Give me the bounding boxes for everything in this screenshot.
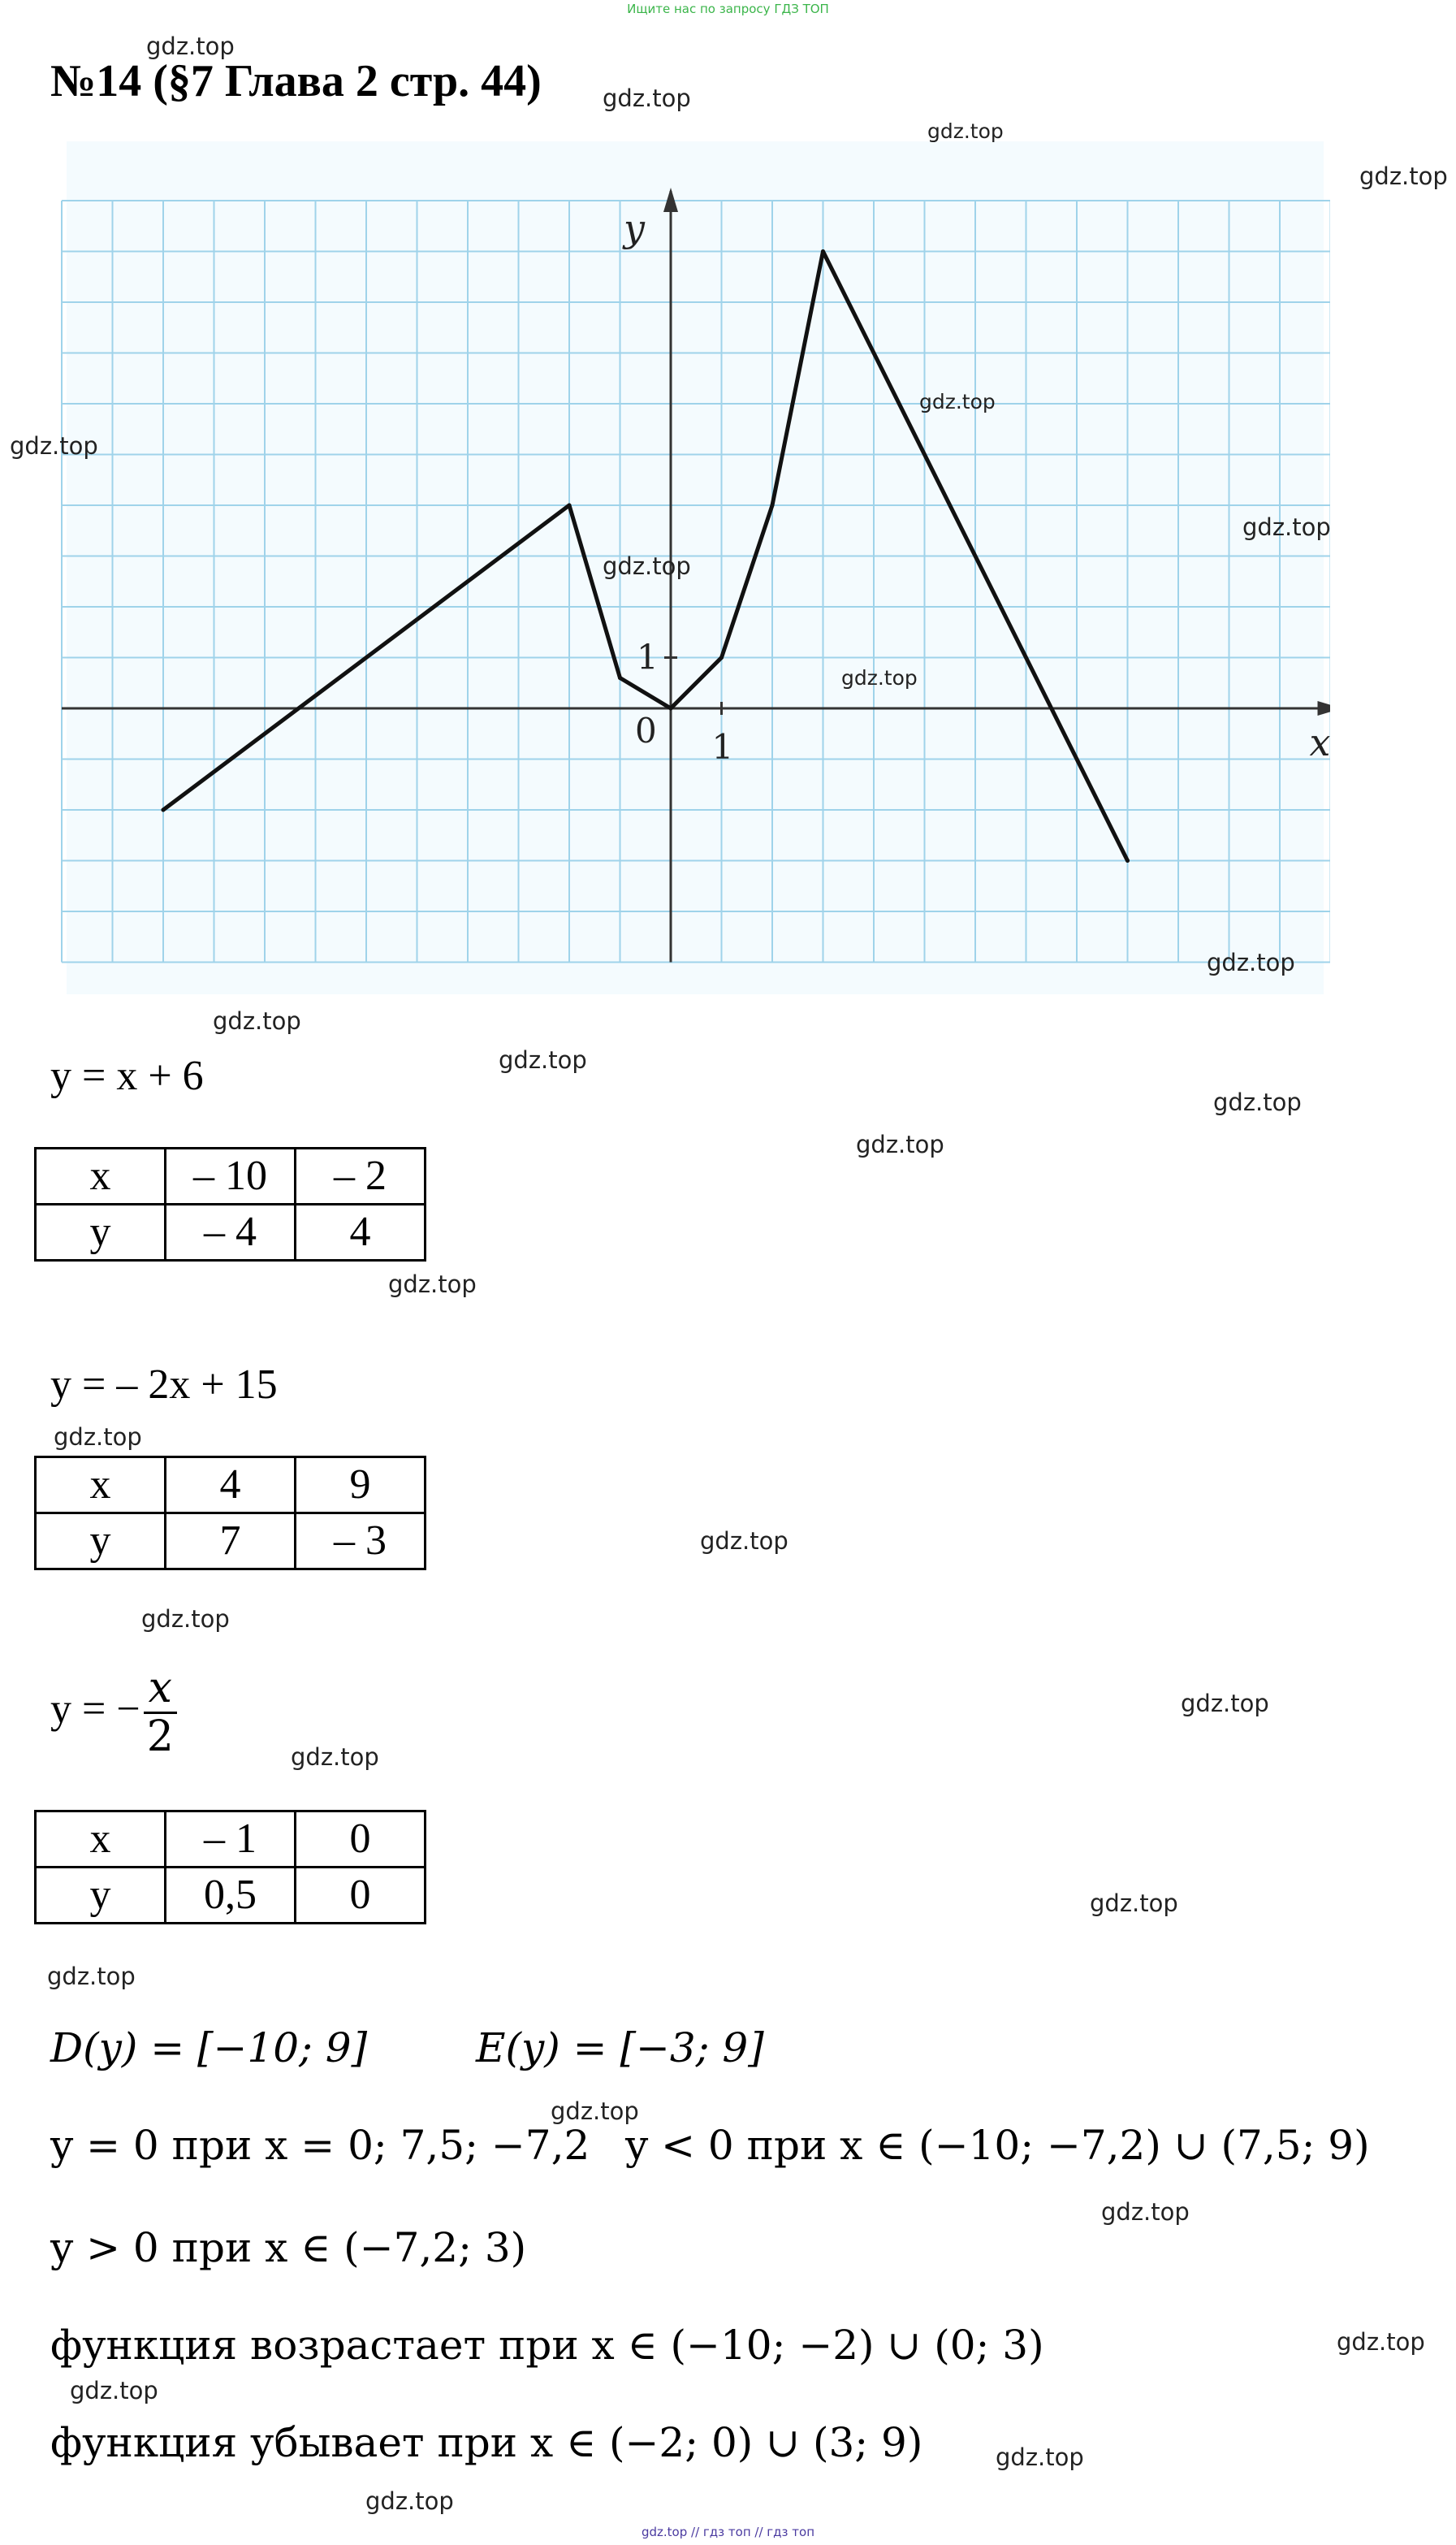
negative-statement: y < 0 при x ∈ (−10; −7,2) ∪ (7,5; 9) bbox=[625, 2122, 1370, 2169]
watermark: gdz.top bbox=[1090, 1889, 1178, 1917]
function-graph bbox=[58, 140, 1330, 1001]
positive-statement: y > 0 при x ∈ (−7,2; 3) bbox=[50, 2224, 527, 2271]
fraction bbox=[144, 1665, 177, 1760]
watermark: gdz.top bbox=[141, 1605, 230, 1633]
graph-background bbox=[67, 141, 1324, 994]
table-row bbox=[36, 1149, 426, 1205]
table-cell: 4 bbox=[166, 1457, 296, 1513]
data-point bbox=[568, 504, 572, 508]
watermark: gdz.top bbox=[1337, 2328, 1425, 2356]
watermark: gdz.top bbox=[54, 1423, 142, 1451]
table-cell: 9 bbox=[296, 1457, 426, 1513]
domain-statement: D(y) = [−10; 9] bbox=[50, 2024, 368, 2071]
table-row bbox=[36, 1868, 426, 1924]
table-cell: 0,5 bbox=[166, 1868, 296, 1924]
watermark: gdz.top bbox=[1359, 162, 1448, 190]
watermark: gdz.top bbox=[365, 2487, 454, 2515]
x-axis-label: x bbox=[1309, 721, 1330, 764]
table-cell: x bbox=[36, 1457, 166, 1513]
watermark: gdz.top bbox=[47, 1963, 136, 1990]
table-cell: x bbox=[36, 1149, 166, 1205]
watermark: gdz.top bbox=[70, 2377, 158, 2404]
top-ad-link[interactable]: Ищите нас по запросу ГДЗ ТОП bbox=[627, 2, 829, 16]
increasing-statement: функция возрастает при x ∈ (−10; −2) ∪ (0; 3) bbox=[50, 2322, 1044, 2369]
watermark: gdz.top bbox=[146, 32, 235, 60]
watermark: gdz.top bbox=[388, 1270, 477, 1298]
fraction-numerator: x bbox=[144, 1665, 177, 1714]
x-tick-label: 1 bbox=[711, 727, 734, 767]
watermark: gdz.top bbox=[291, 1743, 379, 1771]
watermark: gdz.top bbox=[551, 2097, 639, 2125]
fraction-denominator: 2 bbox=[146, 1712, 174, 1762]
table-cell: x bbox=[36, 1811, 166, 1868]
range-statement: E(y) = [−3; 9] bbox=[476, 2024, 764, 2071]
x-axis-arrow bbox=[1318, 701, 1331, 716]
table-row bbox=[36, 1513, 426, 1569]
zeros-statement: y = 0 при x = 0; 7,5; −7,2 bbox=[50, 2122, 590, 2169]
table-cell: y bbox=[36, 1205, 166, 1261]
table-row bbox=[36, 1457, 426, 1513]
data-point bbox=[669, 707, 673, 711]
data-point bbox=[821, 249, 825, 253]
data-point bbox=[719, 656, 724, 660]
footer-link[interactable]: гдз топ bbox=[767, 2525, 815, 2539]
value-table-3 bbox=[34, 1810, 426, 1924]
watermark: gdz.top bbox=[1213, 1089, 1302, 1116]
watermark: gdz.top bbox=[996, 2443, 1084, 2471]
origin-label: 0 bbox=[635, 711, 657, 751]
footer-links bbox=[0, 2525, 1456, 2539]
watermark: gdz.top bbox=[499, 1046, 587, 1074]
footer-link[interactable]: gdz.top bbox=[641, 2525, 688, 2539]
watermark: gdz.top bbox=[919, 390, 996, 413]
watermark: gdz.top bbox=[700, 1527, 788, 1555]
watermark: gdz.top bbox=[927, 119, 1004, 143]
table-cell: – 3 bbox=[296, 1513, 426, 1569]
table-cell: – 2 bbox=[296, 1149, 426, 1205]
footer-separator: // bbox=[691, 2525, 700, 2539]
footer-separator: // bbox=[754, 2525, 763, 2539]
watermark: gdz.top bbox=[841, 666, 918, 690]
table-cell: – 1 bbox=[166, 1811, 296, 1868]
value-table-1 bbox=[34, 1147, 426, 1262]
watermark: gdz.top bbox=[1101, 2198, 1190, 2226]
watermark: gdz.top bbox=[856, 1131, 944, 1158]
watermark: gdz.top bbox=[603, 84, 691, 112]
watermark: gdz.top bbox=[1181, 1690, 1269, 1717]
y-axis-label: y bbox=[624, 206, 645, 250]
data-point bbox=[618, 676, 622, 680]
table-cell: 0 bbox=[296, 1868, 426, 1924]
decreasing-statement: функция убывает при x ∈ (−2; 0) ∪ (3; 9) bbox=[50, 2419, 923, 2466]
data-point bbox=[1125, 859, 1130, 863]
y-tick-label: 1 bbox=[637, 637, 659, 677]
table-cell: – 4 bbox=[166, 1205, 296, 1261]
table-row bbox=[36, 1811, 426, 1868]
equation-3 bbox=[50, 1665, 177, 1760]
equation-1: y = x + 6 bbox=[50, 1053, 204, 1099]
value-table-2 bbox=[34, 1456, 426, 1570]
table-cell: – 10 bbox=[166, 1149, 296, 1205]
table-cell: 4 bbox=[296, 1205, 426, 1261]
data-point bbox=[771, 504, 775, 508]
watermark: gdz.top bbox=[10, 432, 98, 460]
table-cell: 0 bbox=[296, 1811, 426, 1868]
equation-2: y = – 2x + 15 bbox=[50, 1361, 278, 1408]
table-cell: y bbox=[36, 1513, 166, 1569]
table-row bbox=[36, 1205, 426, 1261]
table-cell: 7 bbox=[166, 1513, 296, 1569]
equation-3-prefix: y = − bbox=[50, 1686, 140, 1733]
watermark: gdz.top bbox=[213, 1007, 301, 1035]
page-title: №14 (§7 Глава 2 стр. 44) bbox=[50, 56, 542, 106]
footer-link[interactable]: гдз топ bbox=[702, 2525, 751, 2539]
watermark: gdz.top bbox=[1242, 513, 1331, 541]
watermark: gdz.top bbox=[603, 552, 691, 580]
table-cell: y bbox=[36, 1868, 166, 1924]
watermark: gdz.top bbox=[1207, 949, 1295, 976]
data-point bbox=[162, 808, 166, 812]
